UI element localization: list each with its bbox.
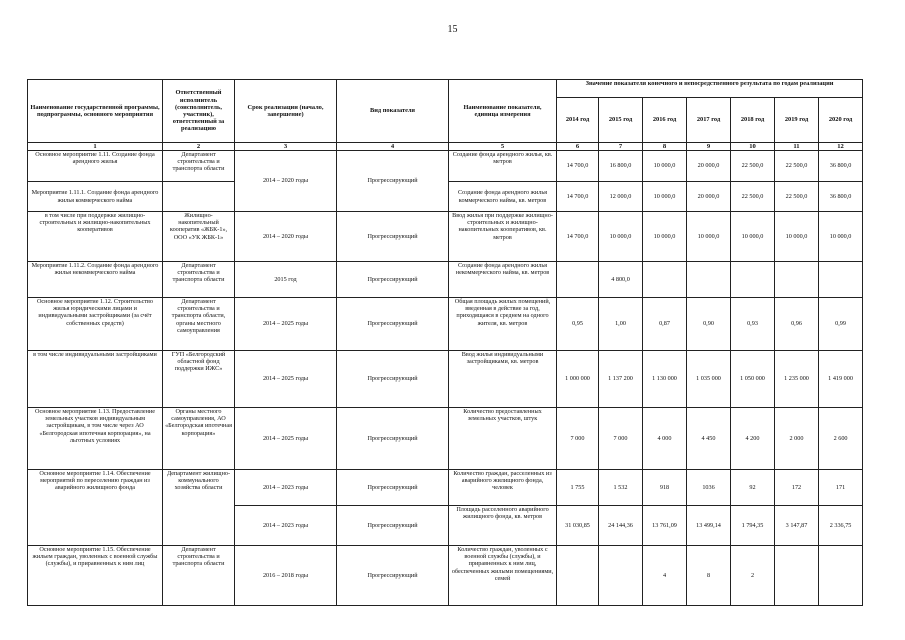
row-value: 20 000,0 xyxy=(687,182,731,212)
row-value: 0,87 xyxy=(643,298,687,351)
header-year: 2015 год xyxy=(599,98,643,143)
table-row xyxy=(28,212,863,262)
row-value: 1036 xyxy=(687,470,731,506)
row-value: 22 500,0 xyxy=(775,182,819,212)
table-row xyxy=(28,151,863,182)
row-name: Основное мероприятие 1.15. Обеспечение жильем граждан, уволенных с военной службы (службы), и приравненных к ним лиц xyxy=(28,546,163,606)
row-indicator: Количество граждан, расселенных из аварийного жилищного фонда, человек xyxy=(449,470,557,506)
row-value: 4 000 xyxy=(643,408,687,470)
column-number: 5 xyxy=(449,143,557,151)
row-value: 12 000,0 xyxy=(599,182,643,212)
row-value: 0,99 xyxy=(819,298,863,351)
row-type: Прогрессирующий xyxy=(337,298,449,351)
row-type: Прогрессирующий xyxy=(337,212,449,262)
row-value: 172 xyxy=(775,470,819,506)
column-number-row xyxy=(28,143,863,151)
row-value xyxy=(775,546,819,606)
column-number: 9 xyxy=(687,143,731,151)
row-value: 36 800,0 xyxy=(819,151,863,182)
page-number: 15 xyxy=(447,24,458,35)
row-value xyxy=(557,262,599,298)
row-type: Прогрессирующий xyxy=(337,151,449,212)
column-number: 10 xyxy=(731,143,775,151)
row-indicator: Ввод жилья при поддержке жилищно-строительных и жилищно-накопительных кооперативов, кв. метров xyxy=(449,212,557,262)
row-type: Прогрессирующий xyxy=(337,262,449,298)
column-number: 11 xyxy=(775,143,819,151)
row-term: 2014 – 2025 годы xyxy=(235,408,337,470)
row-type: Прогрессирующий xyxy=(337,470,449,506)
header-term: Срок реализации (начало, завершение) xyxy=(235,80,337,143)
row-value: 24 144,36 xyxy=(599,506,643,546)
row-value: 14 700,0 xyxy=(557,212,599,262)
row-indicator: Ввод жилья индивидуальными застройщиками, кв. метров xyxy=(449,351,557,408)
row-indicator: Создание фонда арендного жилья, кв. метров xyxy=(449,151,557,182)
row-indicator: Создание фонда арендного жилья коммерческого найма, кв. метров xyxy=(449,182,557,212)
column-number: 6 xyxy=(557,143,599,151)
row-value: 1 532 xyxy=(599,470,643,506)
row-term: 2016 – 2018 годы xyxy=(235,546,337,606)
row-value: 0,96 xyxy=(775,298,819,351)
row-responsible: Жилищно-накопительный кооператив «ЖБК-1», ООО «УК ЖБК-1» xyxy=(163,212,235,262)
row-value: 4 xyxy=(643,546,687,606)
row-value xyxy=(819,546,863,606)
header-indicator-type: Вид показателя xyxy=(337,80,449,143)
table-row xyxy=(28,351,863,408)
row-value: 1 000 000 xyxy=(557,351,599,408)
row-value: 10 000,0 xyxy=(687,212,731,262)
row-term: 2014 – 2023 годы xyxy=(235,470,337,506)
column-number: 7 xyxy=(599,143,643,151)
header-year: 2017 год xyxy=(687,98,731,143)
row-value: 16 800,0 xyxy=(599,151,643,182)
row-value xyxy=(557,546,599,606)
header-year: 2014 год xyxy=(557,98,599,143)
row-value xyxy=(775,262,819,298)
row-name: Основное мероприятие 1.12. Строительство жилья юридическими лицами и индивидуальными застройщиками (за счёт собственных средств) xyxy=(28,298,163,351)
row-responsible: Департамент строительства и транспорта области xyxy=(163,262,235,298)
row-responsible xyxy=(163,182,235,212)
row-value: 4 800,0 xyxy=(599,262,643,298)
row-name: Основное мероприятие 1.13. Предоставление земельных участков индивидуальным застройщикам, в том числе через АО «Белгородская ипотечная корпорация», на льготных условиях xyxy=(28,408,163,470)
header-name: Наименование государственной программы, подпрограммы, основного мероприятия xyxy=(28,80,163,143)
row-value: 1,00 xyxy=(599,298,643,351)
row-value: 0,90 xyxy=(687,298,731,351)
row-value: 1 130 000 xyxy=(643,351,687,408)
row-type: Прогрессирующий xyxy=(337,506,449,546)
table-row xyxy=(28,470,863,506)
row-value xyxy=(819,262,863,298)
row-value: 14 700,0 xyxy=(557,182,599,212)
row-term: 2014 – 2020 годы xyxy=(235,151,337,212)
header-indicator-name: Наименование показателя, единица измерения xyxy=(449,80,557,143)
row-indicator: Общая площадь жилых помещений, введенная в действие за год, приходящаяся в среднем на одного жителя, кв. метров xyxy=(449,298,557,351)
row-value: 1 137 200 xyxy=(599,351,643,408)
row-value: 10 000,0 xyxy=(819,212,863,262)
row-value: 2 600 xyxy=(819,408,863,470)
row-value: 22 500,0 xyxy=(731,151,775,182)
row-value: 0,95 xyxy=(557,298,599,351)
row-value: 10 000,0 xyxy=(775,212,819,262)
row-responsible: ГУП «Белгородский областной фонд поддержки ИЖС» xyxy=(163,351,235,408)
row-value xyxy=(643,262,687,298)
row-value: 14 700,0 xyxy=(557,151,599,182)
row-term: 2014 – 2023 годы xyxy=(235,506,337,546)
table-row xyxy=(28,298,863,351)
row-value: 4 200 xyxy=(731,408,775,470)
table-row xyxy=(28,262,863,298)
row-responsible: Департамент строительства и транспорта области xyxy=(163,151,235,182)
row-responsible: Департамент строительства и транспорта области xyxy=(163,546,235,606)
table-row xyxy=(28,408,863,470)
row-indicator: Количество граждан, уволенных с военной службы (службы), и приравненных к ним лиц, обеспеченных жилыми помещениями, семей xyxy=(449,546,557,606)
row-name: Основное мероприятие 1.14. Обеспечение мероприятий по переселению граждан из аварийного жилищного фонда xyxy=(28,470,163,546)
row-value: 2 000 xyxy=(775,408,819,470)
row-value: 2 xyxy=(731,546,775,606)
row-name: Мероприятие 1.11.2. Создание фонда арендного жилья некоммерческого найма xyxy=(28,262,163,298)
row-value: 10 000,0 xyxy=(643,212,687,262)
row-value: 10 000,0 xyxy=(731,212,775,262)
row-value: 20 000,0 xyxy=(687,151,731,182)
row-value: 13 499,14 xyxy=(687,506,731,546)
row-value: 10 000,0 xyxy=(643,151,687,182)
row-value: 36 800,0 xyxy=(819,182,863,212)
row-term: 2015 год xyxy=(235,262,337,298)
row-type: Прогрессирующий xyxy=(337,546,449,606)
row-name: Основное мероприятие 1.11. Создание фонда арендного жилья xyxy=(28,151,163,182)
row-value: 4 450 xyxy=(687,408,731,470)
row-value: 918 xyxy=(643,470,687,506)
row-value: 3 147,87 xyxy=(775,506,819,546)
column-number: 8 xyxy=(643,143,687,151)
row-value xyxy=(687,262,731,298)
row-value: 1 794,35 xyxy=(731,506,775,546)
header-year: 2019 год xyxy=(775,98,819,143)
row-term: 2014 – 2020 годы xyxy=(235,212,337,262)
row-value xyxy=(731,262,775,298)
header-year: 2018 год xyxy=(731,98,775,143)
row-value: 10 000,0 xyxy=(599,212,643,262)
row-value: 7 000 xyxy=(599,408,643,470)
row-indicator: Площадь расселенного аварийного жилищного фонда, кв. метров xyxy=(449,506,557,546)
column-number: 4 xyxy=(337,143,449,151)
column-number: 12 xyxy=(819,143,863,151)
column-number: 2 xyxy=(163,143,235,151)
header-values-group: Значение показателя конечного и непосредственного результата по годам реализации xyxy=(557,80,863,98)
row-value: 8 xyxy=(687,546,731,606)
row-responsible: Органы местного самоуправления, АО «Белгородская ипотечная корпорация» xyxy=(163,408,235,470)
header-year: 2016 год xyxy=(643,98,687,143)
row-value: 2 336,75 xyxy=(819,506,863,546)
header-responsible: Ответственный исполнитель (соисполнитель, участник), ответственный за реализацию xyxy=(163,80,235,143)
row-value: 10 000,0 xyxy=(643,182,687,212)
row-type: Прогрессирующий xyxy=(337,408,449,470)
column-number: 1 xyxy=(28,143,163,151)
row-value: 0,93 xyxy=(731,298,775,351)
table-row xyxy=(28,546,863,606)
row-value: 13 761,09 xyxy=(643,506,687,546)
row-value: 22 500,0 xyxy=(731,182,775,212)
row-value: 1 235 000 xyxy=(775,351,819,408)
row-value: 1 755 xyxy=(557,470,599,506)
row-value: 92 xyxy=(731,470,775,506)
row-value: 31 030,85 xyxy=(557,506,599,546)
row-value: 1 035 000 xyxy=(687,351,731,408)
row-responsible: Департамент жилищно-коммунального хозяйства области xyxy=(163,470,235,546)
header-year: 2020 год xyxy=(819,98,863,143)
row-name: в том числе при поддержке жилищно-строительных и жилищно-накопительных кооперативов xyxy=(28,212,163,262)
row-indicator: Количество предоставленных земельных участков, штук xyxy=(449,408,557,470)
row-name: в том числе индивидуальными застройщиками xyxy=(28,351,163,408)
row-value: 171 xyxy=(819,470,863,506)
row-value: 1 050 000 xyxy=(731,351,775,408)
row-value: 1 419 000 xyxy=(819,351,863,408)
row-value: 7 000 xyxy=(557,408,599,470)
column-number: 3 xyxy=(235,143,337,151)
row-indicator: Создание фонда арендного жилья некоммерческого найма, кв. метров xyxy=(449,262,557,298)
row-type: Прогрессирующий xyxy=(337,351,449,408)
indicators-table xyxy=(27,79,863,606)
row-value: 22 500,0 xyxy=(775,151,819,182)
row-value xyxy=(599,546,643,606)
row-term: 2014 – 2025 годы xyxy=(235,351,337,408)
row-name: Мероприятие 1.11.1. Создание фонда арендного жилья коммерческого найма xyxy=(28,182,163,212)
row-responsible: Департамент строительства и транспорта области, органы местного самоуправления xyxy=(163,298,235,351)
row-term: 2014 – 2025 годы xyxy=(235,298,337,351)
